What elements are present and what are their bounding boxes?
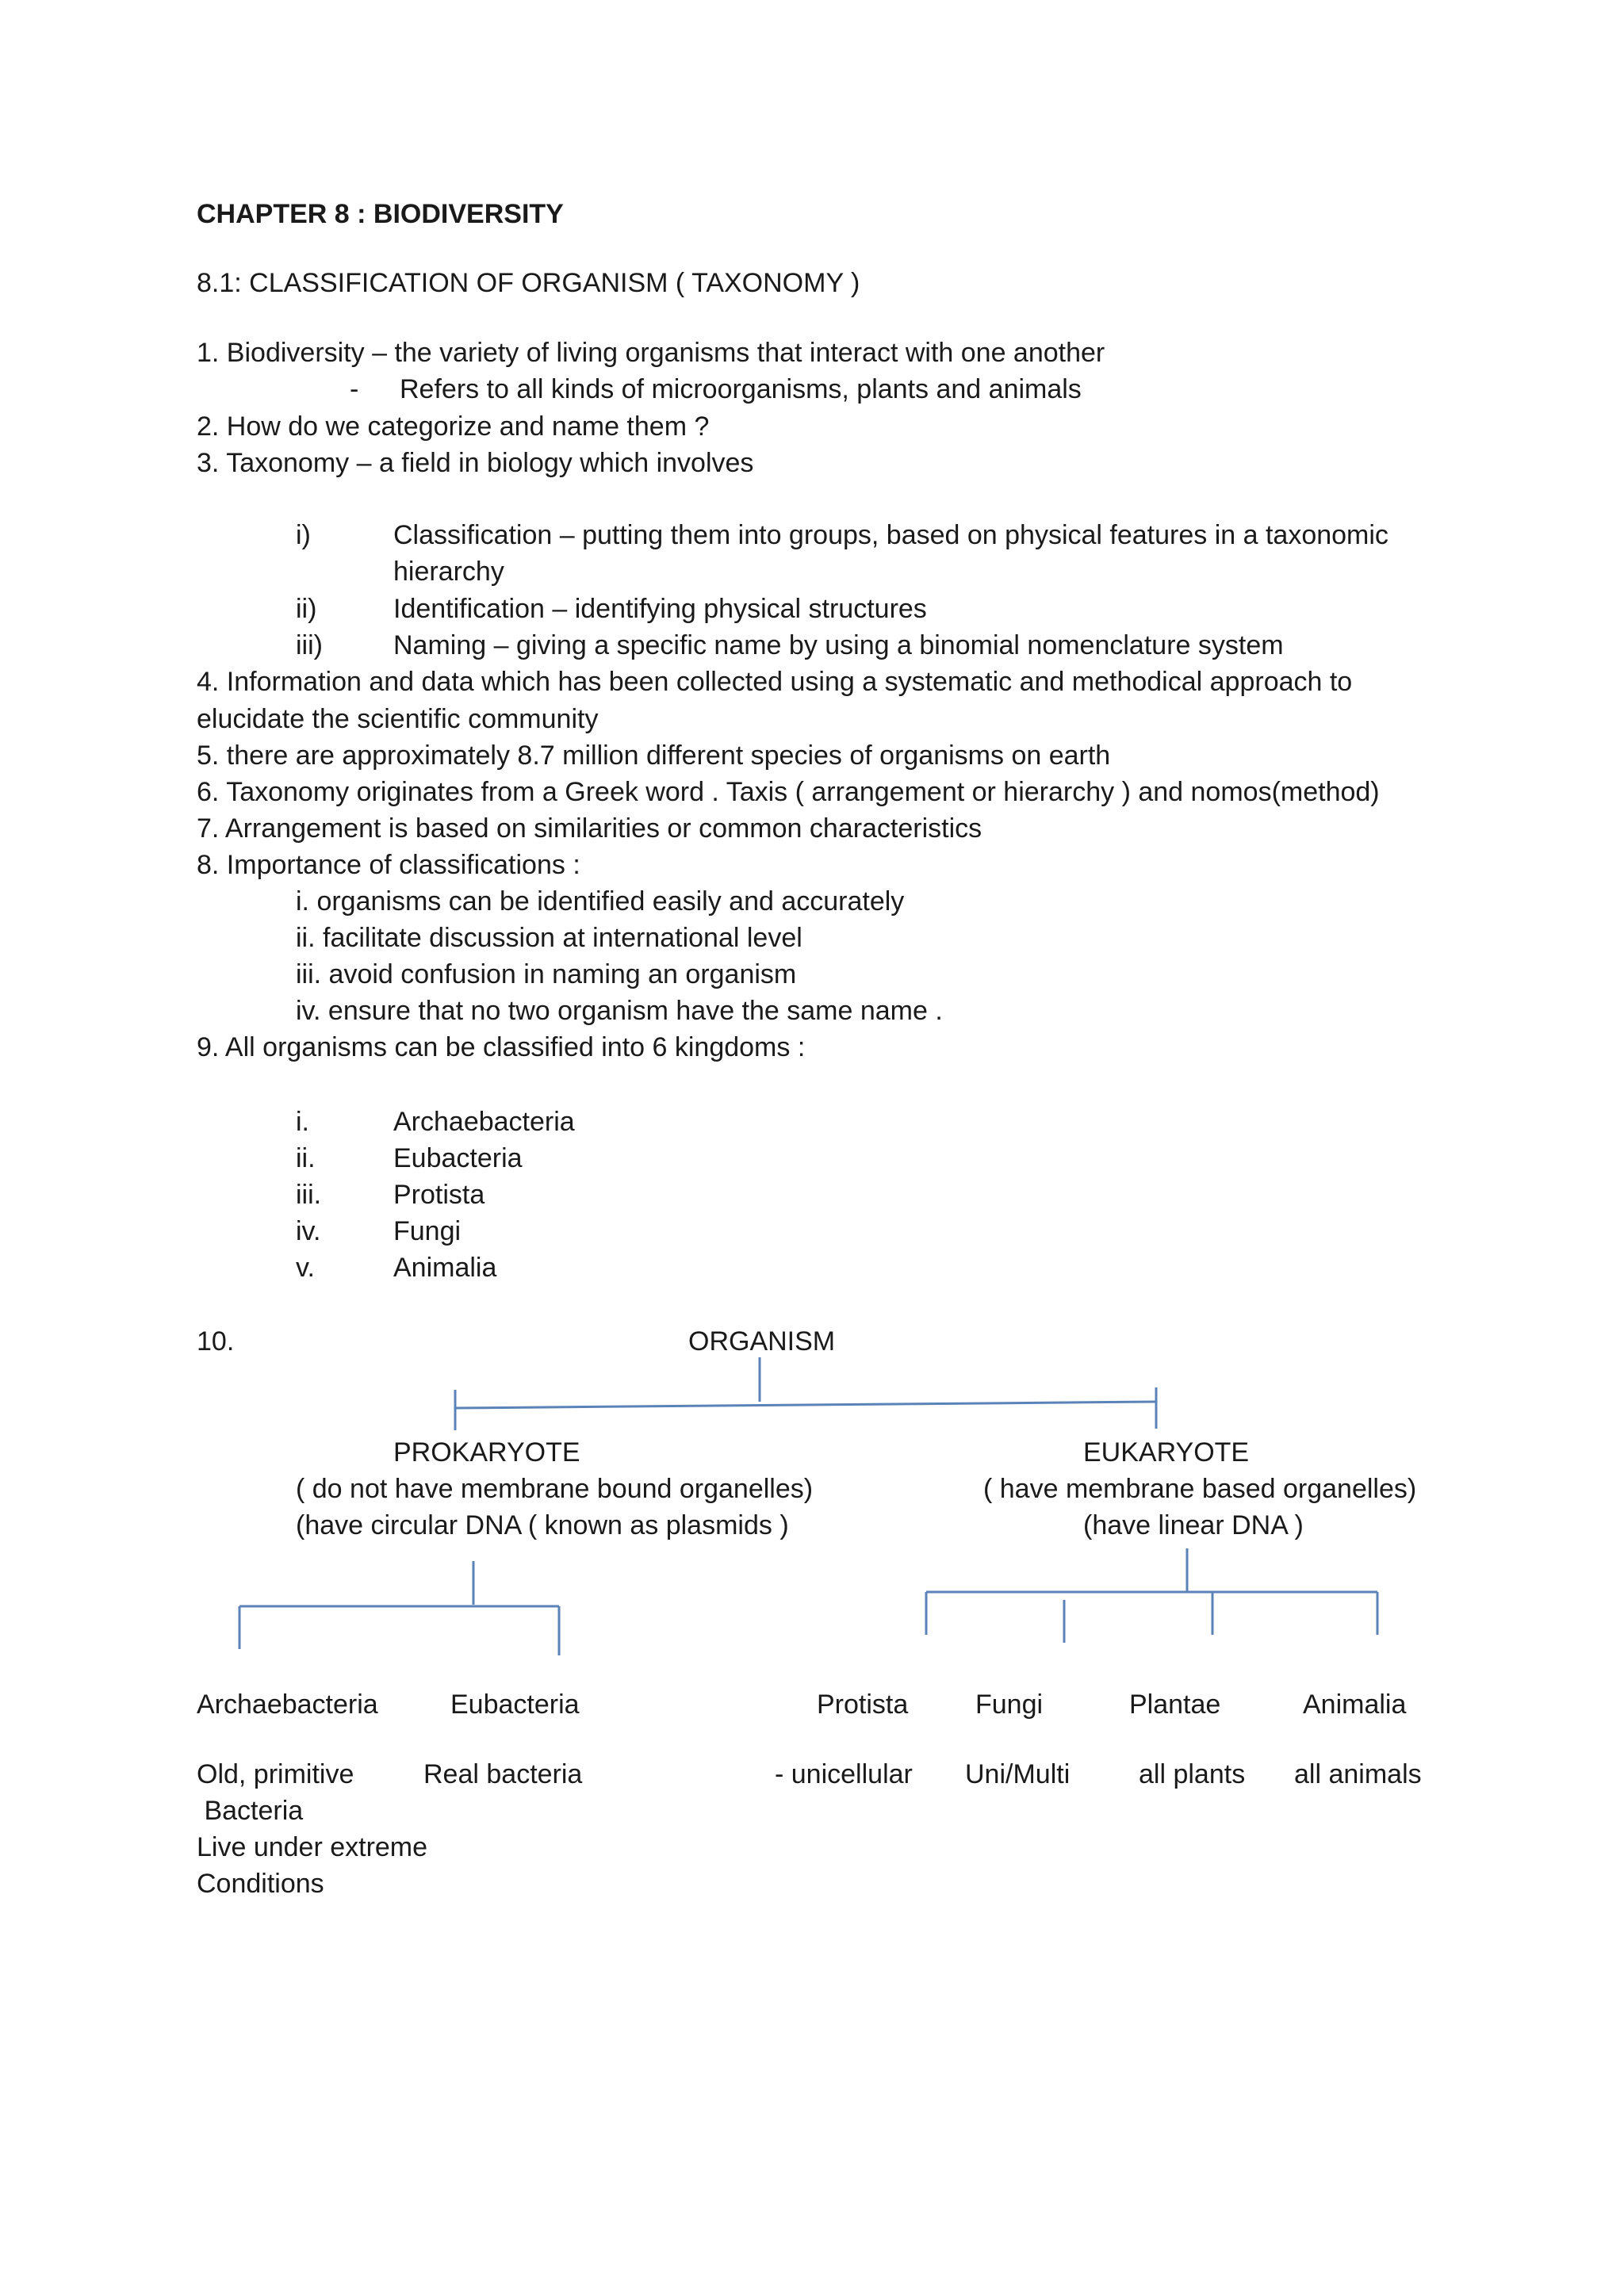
archaebacteria-desc: Old, primitive <box>197 1759 354 1789</box>
point-1-dash: - <box>350 374 359 404</box>
protista-desc: - unicellular <box>775 1759 913 1789</box>
taxonomy-item-text: Identification – identifying physical structures <box>393 594 927 624</box>
animalia-desc: all animals <box>1294 1759 1422 1789</box>
eubacteria-desc: Real bacteria <box>423 1759 583 1789</box>
point-6: 6. Taxonomy originates from a Greek word . Taxis ( arrangement or hierarchy ) and nomos(method) <box>197 777 1380 807</box>
kingdom-name: Fungi <box>393 1216 462 1246</box>
point-4: 4. Information and data which has been collected using a systematic and methodical approach to <box>197 667 1353 697</box>
archaebacteria-desc: Conditions <box>197 1869 324 1899</box>
leaf-archaebacteria: Archaebacteria <box>197 1689 378 1720</box>
importance-item: i. organisms can be identified easily and accurately <box>296 886 905 916</box>
importance-item: iv. ensure that no two organism have the same name . <box>296 996 943 1026</box>
point-7: 7. Arrangement is based on similarities or common characteristics <box>197 813 982 844</box>
kingdom-name: Animalia <box>393 1253 497 1283</box>
kingdom-name: Archaebacteria <box>393 1107 575 1137</box>
leaf-fungi: Fungi <box>975 1689 1044 1720</box>
point-10-number: 10. <box>197 1326 235 1357</box>
point-5: 5. there are approximately 8.7 million different species of organisms on earth <box>197 740 1111 771</box>
archaebacteria-desc: Bacteria <box>197 1796 304 1826</box>
taxonomy-item-num: iii) <box>296 630 323 660</box>
taxonomy-item-text: Classification – putting them into groups, based on physical features in a taxonomic <box>393 520 1388 550</box>
chapter-title: CHAPTER 8 : BIODIVERSITY <box>197 199 564 229</box>
prokaryote-desc-2: (have circular DNA ( known as plasmids ) <box>296 1510 789 1540</box>
point-1: 1. Biodiversity – the variety of living organisms that interact with one another <box>197 338 1105 368</box>
fungi-desc: Uni/Multi <box>965 1759 1071 1789</box>
leaf-eubacteria: Eubacteria <box>450 1689 580 1720</box>
eukaryote-desc-2: (have linear DNA ) <box>1083 1510 1304 1540</box>
leaf-plantae: Plantae <box>1129 1689 1221 1720</box>
prokaryote-desc-1: ( do not have membrane bound organelles) <box>296 1474 814 1504</box>
kingdom-num: iv. <box>296 1216 321 1246</box>
point-9: 9. All organisms can be classified into 6 kingdoms : <box>197 1032 806 1062</box>
eukaryote-desc-1: ( have membrane based organelles) <box>983 1474 1417 1504</box>
kingdom-num: ii. <box>296 1143 316 1173</box>
point-3: 3. Taxonomy – a field in biology which involves <box>197 448 754 478</box>
kingdom-num: v. <box>296 1253 315 1283</box>
plantae-desc: all plants <box>1139 1759 1246 1789</box>
point-2: 2. How do we categorize and name them ? <box>197 411 710 442</box>
kingdom-num: i. <box>296 1107 309 1137</box>
point-4-cont: elucidate the scientific community <box>197 704 599 734</box>
point-8: 8. Importance of classifications : <box>197 850 580 880</box>
kingdom-name: Protista <box>393 1180 485 1210</box>
point-1-sub: Refers to all kinds of microorganisms, plants and animals <box>400 374 1082 404</box>
taxonomy-item-num: i) <box>296 520 311 550</box>
prokaryote-title: PROKARYOTE <box>393 1437 580 1468</box>
archaebacteria-desc: Live under extreme <box>197 1832 428 1862</box>
tree-root-organism: ORGANISM <box>688 1326 836 1357</box>
importance-item: ii. facilitate discussion at international level <box>296 923 802 953</box>
taxonomy-item-text: Naming – giving a specific name by using a binomial nomenclature system <box>393 630 1284 660</box>
root-branch-bar <box>455 1402 1156 1408</box>
importance-item: iii. avoid confusion in naming an organism <box>296 959 797 989</box>
leaf-protista: Protista <box>817 1689 909 1720</box>
section-title: 8.1: CLASSIFICATION OF ORGANISM ( TAXONOMY ) <box>197 268 860 298</box>
taxonomy-item-num: ii) <box>296 594 317 624</box>
eukaryote-title: EUKARYOTE <box>1083 1437 1250 1468</box>
leaf-animalia: Animalia <box>1303 1689 1407 1720</box>
kingdom-name: Eubacteria <box>393 1143 523 1173</box>
kingdom-num: iii. <box>296 1180 322 1210</box>
taxonomy-item-text-cont: hierarchy <box>393 557 504 587</box>
